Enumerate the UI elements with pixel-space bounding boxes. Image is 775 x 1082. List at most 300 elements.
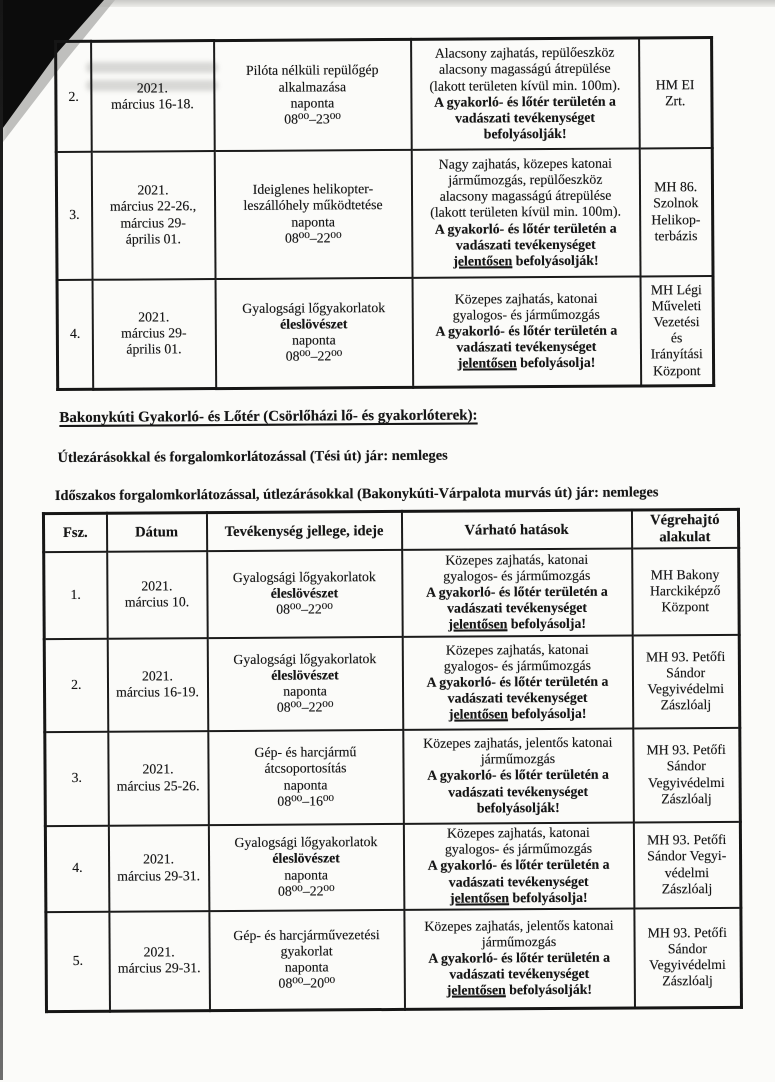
date-cell [107, 551, 208, 639]
text-segment: terbázis [654, 227, 698, 244]
text-line [211, 569, 398, 586]
text-segment: (lakott területen kívül min. 100m). [429, 77, 621, 94]
unit-cell [640, 276, 714, 386]
text-segment: A gyakorló- és lőtér területén a [435, 322, 618, 339]
text-line [407, 799, 629, 816]
text-segment: Harckiképző [649, 582, 721, 599]
date-cell [108, 825, 209, 912]
text-line [212, 760, 399, 777]
text-segment: Közepes zajhatás, katonai [445, 641, 589, 658]
road-closure-note-1: Útlezárásokkal és forgalomkorlátozással (Tési út) jár: nemleges [57, 447, 448, 467]
text-line [638, 941, 737, 958]
date-cell [107, 638, 208, 732]
text-segment: március 29- [120, 214, 186, 231]
text-segment: járműmozgás [481, 934, 557, 950]
text-segment: 08⁰⁰–22⁰⁰ [276, 601, 333, 617]
text-line [408, 934, 630, 951]
effects-cell [412, 276, 641, 387]
text-segment: Irányítási [650, 346, 703, 362]
activity-cell [215, 277, 413, 388]
text-segment: Műveleti [651, 298, 702, 314]
text-segment: április 01. [125, 230, 181, 247]
text-line [415, 77, 635, 94]
text-line [415, 45, 635, 62]
text-line [218, 95, 407, 112]
text-line [408, 873, 630, 890]
text-segment: március 10. [124, 594, 190, 610]
effects-cell [403, 728, 634, 823]
text-line [112, 778, 204, 795]
text-line [219, 348, 408, 365]
text-line [644, 314, 709, 331]
text-line [213, 959, 400, 976]
text-segment: éleslövészet [272, 850, 340, 867]
text-segment: március 22-26., [109, 198, 197, 215]
text-line [113, 960, 205, 977]
unit-cell [632, 634, 740, 728]
text-line [211, 683, 398, 700]
effects-cell [411, 148, 640, 277]
text-line [95, 96, 210, 113]
text-line [416, 204, 636, 221]
text-segment: Közepes zajhatás, katonai [454, 290, 598, 307]
effects-cell [402, 548, 633, 636]
text-segment: Központ [653, 362, 701, 378]
text-line [644, 228, 709, 245]
text-segment: jelentősen [448, 616, 508, 632]
text-line [636, 599, 735, 616]
text-segment: vadászati tevékenységet [449, 966, 590, 982]
text-line [219, 316, 408, 333]
date-cell [91, 151, 215, 280]
unit-cell [633, 727, 741, 822]
text-line [219, 332, 408, 349]
text-segment: Sándor [666, 758, 706, 774]
text-segment: HM EI [655, 76, 695, 92]
text-line [415, 188, 635, 205]
text-segment: március 25-26. [116, 777, 200, 794]
row-number-cell: 2. [44, 638, 108, 731]
table-row [44, 634, 740, 731]
text-line [212, 834, 399, 851]
text-segment: 08⁰⁰–20⁰⁰ [278, 975, 336, 992]
text-segment: (lakott területen kívül min. 100m). [430, 204, 622, 221]
text-segment: 08⁰⁰–23⁰⁰ [284, 111, 341, 127]
text-line [636, 649, 735, 666]
text-line [637, 774, 736, 791]
text-segment: befolyásolja! [508, 889, 588, 905]
text-segment: vadászati tevékenységet [448, 783, 589, 800]
text-segment: gyalogos- és járműmozgás [443, 567, 591, 584]
text-line [416, 290, 636, 307]
text-segment: vadászati tevékenységet [447, 689, 588, 706]
row-number-cell: 3. [45, 731, 109, 825]
text-segment: Központ [661, 599, 710, 615]
text-line [636, 681, 735, 698]
text-line [219, 230, 408, 247]
text-line [638, 957, 737, 974]
text-line [96, 231, 211, 248]
row-number-cell: 1. [44, 551, 108, 638]
text-segment: Nagy zajhatás, közepes katonai [438, 155, 612, 172]
text-segment: 2021. [137, 182, 169, 198]
text-line [218, 181, 407, 198]
upper-activity-table [54, 36, 715, 391]
text-line [111, 668, 203, 685]
effects-cell [402, 635, 633, 729]
text-line [408, 950, 630, 967]
text-segment: Helikop- [651, 211, 701, 227]
text-segment: 2021. [143, 944, 175, 960]
text-line [643, 179, 708, 196]
text-line [113, 851, 205, 868]
text-segment: Zászlóalj [661, 790, 712, 806]
text-segment: Zászlóalj [660, 697, 712, 713]
text-line [211, 667, 398, 684]
table-row [56, 38, 713, 152]
text-segment: A gyakorló- és lőtér területén a [427, 857, 610, 874]
text-line [218, 62, 407, 79]
row-number-cell: 5. [46, 911, 110, 1011]
text-segment: MH 93. Petőfi [647, 924, 727, 941]
text-line [212, 793, 399, 810]
text-line [111, 578, 203, 595]
text-segment: jelentősen [453, 253, 513, 269]
text-segment: jelentősen [457, 355, 517, 372]
text-line [638, 925, 737, 942]
text-segment: március 29-31. [117, 867, 201, 884]
text-segment: MH Légi [650, 281, 702, 298]
text-segment: naponta [283, 776, 328, 793]
text-segment: Zrt. [664, 92, 686, 109]
text-line [406, 567, 628, 584]
text-line [407, 735, 629, 752]
activity-cell [208, 729, 404, 824]
text-segment: Közepes zajhatás, katonai [445, 551, 589, 568]
text-segment: védelmi [664, 864, 710, 880]
text-segment: március 29-31. [117, 960, 201, 976]
text-segment: Vegyivédelmi [647, 680, 725, 697]
text-segment: vadászati tevékenységet [456, 339, 597, 355]
text-segment: 08⁰⁰–22⁰⁰ [276, 699, 334, 715]
column-header: Fsz. [43, 513, 106, 551]
text-segment: Gyalogsági lőgyakorlatok [233, 650, 377, 667]
text-segment: gyalogos- és járműmozgás [443, 657, 591, 674]
text-line [406, 673, 628, 690]
effects-cell [403, 822, 634, 909]
text-line [415, 155, 635, 172]
activity-cell [207, 549, 403, 637]
activity-cell [214, 39, 412, 150]
text-segment: április 01. [126, 341, 182, 357]
text-line [637, 791, 736, 808]
text-line [408, 857, 630, 874]
text-segment: vadászati tevékenységet [455, 109, 596, 126]
table-row [44, 547, 740, 638]
text-line [408, 889, 630, 906]
text-line [644, 212, 709, 229]
text-line [416, 236, 636, 253]
text-line [645, 363, 710, 380]
text-segment: A gyakorló- és lőtér területén a [427, 767, 609, 784]
activity-cell [208, 823, 404, 910]
date-cell [108, 731, 209, 826]
unit-cell [639, 148, 713, 276]
text-segment: befolyásolja! [516, 355, 596, 371]
text-segment: jelentősen [446, 982, 506, 999]
row-number-cell: 4. [45, 825, 109, 911]
text-line [212, 776, 399, 793]
text-line [643, 77, 708, 94]
text-line [212, 699, 399, 716]
text-segment: MH 93. Petőfi [646, 832, 727, 848]
table-row [45, 821, 741, 911]
text-segment: A gyakorló- és lőtér területén a [428, 949, 611, 966]
text-segment: gyakorlat [280, 943, 333, 959]
text-segment: Zászlóalj [662, 973, 713, 989]
text-segment: és [670, 330, 683, 346]
row-number-cell: 4. [57, 279, 93, 389]
text-segment: A gyakorló- és lőtér területén a [426, 583, 608, 600]
text-line [95, 182, 210, 199]
text-segment: A gyakorló- és lőtér területén a [426, 673, 609, 690]
text-segment: Sándor [667, 941, 707, 957]
text-segment: 08⁰⁰–22⁰⁰ [277, 882, 335, 899]
text-line [638, 881, 737, 898]
text-segment: Sándor [666, 664, 706, 681]
text-line [637, 697, 736, 714]
text-segment: 08⁰⁰–22⁰⁰ [284, 229, 342, 246]
text-segment: 08⁰⁰–16⁰⁰ [277, 792, 335, 809]
text-line [96, 341, 211, 358]
text-line [213, 943, 400, 960]
text-segment: Közepes zajhatás, katonai [446, 824, 590, 841]
text-segment: naponta [284, 959, 329, 975]
text-line [408, 917, 630, 934]
text-segment: naponta [284, 866, 329, 883]
text-segment: naponta [292, 332, 336, 348]
column-header: Végrehajtó alakulat [631, 509, 738, 548]
text-line [637, 832, 736, 849]
text-segment: A gyakorló- és lőtér területén a [434, 93, 616, 110]
text-segment: gyalogos- és járműmozgás [452, 306, 600, 323]
text-line [644, 282, 709, 299]
text-segment: Pilóta nélküli repülőgép [245, 62, 379, 79]
text-line [213, 866, 400, 883]
text-segment: 2021. [142, 851, 175, 867]
text-line [638, 973, 737, 990]
text-line [416, 339, 636, 356]
text-line [406, 657, 628, 674]
text-line [416, 220, 636, 237]
text-segment: 2021. [141, 668, 174, 684]
road-closure-note-2: Időszakos forgalomkorlátozással, útlezárásokkal (Bakonykúti-Várpalota murvás út) jár: nemleges [54, 484, 659, 505]
text-segment: jelentősen [449, 889, 510, 906]
text-segment: Vezetési [653, 314, 700, 330]
text-segment: Közepes zajhatás, jelentős katonai [423, 734, 613, 751]
text-segment: befolyásolják! [483, 125, 567, 142]
text-segment: A gyakorló- és lőtér területén a [434, 220, 617, 237]
text-segment: MH 93. Petőfi [645, 648, 726, 665]
text-line [213, 850, 400, 867]
text-line [407, 767, 629, 784]
text-line [636, 583, 735, 600]
text-line [637, 742, 736, 759]
text-segment: alacsony magasságú átrepülése [439, 187, 612, 204]
text-line [211, 601, 398, 618]
text-segment: járműmozgás, repülőeszköz [448, 171, 603, 188]
text-segment: naponta [291, 213, 336, 230]
text-segment: éleslövészet [270, 585, 339, 601]
text-line [211, 585, 398, 602]
effects-cell [411, 38, 640, 149]
text-segment: alacsony magasságú átrepülése [438, 61, 611, 78]
text-line [406, 616, 628, 633]
text-line [113, 868, 205, 885]
text-segment: befolyásolja! [507, 616, 586, 632]
text-line [407, 690, 629, 707]
text-line [111, 594, 203, 611]
lower-activity-table [42, 508, 743, 1013]
text-line [638, 848, 737, 865]
text-line [213, 975, 400, 992]
text-segment: március 16-19. [116, 684, 199, 700]
text-segment: naponta [290, 95, 335, 111]
text-segment: Zászlóalj [661, 880, 713, 896]
text-line [212, 744, 399, 761]
column-header: Várható hatások [401, 510, 631, 549]
text-line [644, 195, 709, 212]
column-header: Dátum [106, 513, 206, 552]
text-segment: Gép- és harcjármű [254, 744, 357, 761]
text-segment: átcsoportosítás [264, 760, 347, 777]
text-segment: naponta [283, 683, 327, 699]
column-header: Tevékenység jellege, ideje [206, 511, 401, 550]
text-line [218, 78, 407, 95]
text-segment: leszállóhely működtetése [243, 197, 383, 214]
text-line [96, 309, 211, 326]
date-cell [92, 279, 216, 390]
text-segment: befolyásolja! [507, 706, 587, 722]
table-row [46, 907, 742, 1011]
text-line [96, 215, 211, 232]
table-row [56, 148, 713, 280]
text-line [408, 982, 630, 999]
text-line [406, 551, 628, 568]
text-line [407, 825, 629, 842]
text-line [415, 109, 635, 126]
row-number-cell: 3. [56, 151, 92, 279]
text-line [219, 300, 408, 317]
text-segment: Gyalogsági lőgyakorlatok [234, 834, 378, 851]
text-line [211, 651, 398, 668]
text-segment: éleslövészet [280, 316, 348, 332]
unit-cell [639, 38, 713, 148]
text-line [218, 111, 407, 128]
table-row [45, 727, 741, 825]
text-line [415, 93, 635, 110]
text-segment: Vegyivédelmi [647, 774, 725, 790]
text-segment: Szolnok [653, 195, 699, 211]
text-segment: járműmozgás [480, 751, 556, 767]
row-number-cell: 2. [56, 41, 92, 151]
text-segment: éleslövészet [271, 667, 339, 683]
text-line [638, 864, 737, 881]
text-line [219, 213, 408, 230]
activity-cell [209, 909, 405, 1010]
text-line [644, 346, 709, 363]
text-segment: 2021. [142, 761, 174, 777]
text-line [96, 198, 211, 215]
unit-cell [633, 821, 741, 908]
text-line [415, 61, 635, 78]
text-segment: befolyásolják! [476, 799, 560, 816]
text-segment: Gyalogsági lőgyakorlatok [232, 568, 376, 585]
unit-cell [632, 547, 740, 635]
text-line [636, 665, 735, 682]
text-line [113, 944, 205, 961]
text-line [417, 355, 637, 372]
text-line [95, 80, 210, 97]
text-line [406, 641, 628, 658]
text-segment: befolyásolják! [512, 252, 599, 269]
text-line [406, 583, 628, 600]
text-line [408, 966, 630, 983]
date-cell [91, 41, 215, 152]
text-line [213, 927, 400, 944]
text-line [637, 758, 736, 775]
text-line [407, 783, 629, 800]
text-segment: 2021. [141, 578, 173, 594]
text-segment: Gyalogsági lőgyakorlatok [242, 299, 386, 316]
text-segment: MH 86. [654, 179, 698, 195]
text-segment: 2021. [138, 309, 170, 325]
text-segment: befolyásolják! [505, 982, 593, 998]
text-line [644, 330, 709, 347]
unit-cell [634, 907, 742, 1008]
text-segment: jelentősen [448, 706, 508, 722]
text-line [416, 307, 636, 324]
text-line [112, 762, 204, 779]
activity-cell [207, 636, 403, 730]
effects-cell [404, 908, 635, 1009]
text-segment: 08⁰⁰–22⁰⁰ [285, 348, 343, 365]
text-line [406, 600, 628, 617]
text-segment: 2021. [136, 79, 168, 96]
text-segment: alkalmazása [278, 78, 347, 95]
text-line [643, 93, 708, 110]
text-segment: MH 93. Petőfi [646, 742, 726, 758]
text-segment: Vegyivédelmi [649, 957, 726, 973]
table-row [57, 276, 714, 390]
text-segment: MH Bakony [650, 566, 720, 583]
text-line [407, 841, 629, 858]
text-line [644, 298, 709, 315]
text-line [407, 706, 629, 723]
text-segment: Alacsony zajhatás, repülőeszköz [434, 44, 615, 62]
text-segment: Sándor Vegyi- [647, 848, 727, 864]
text-segment: Közepes zajhatás, jelentős katonai [424, 917, 614, 934]
text-segment: vadászati tevékenységet [455, 236, 596, 253]
text-line [416, 323, 636, 340]
text-line [96, 325, 211, 342]
text-segment: március 16-18. [111, 95, 194, 112]
text-line [112, 684, 204, 701]
text-line [407, 751, 629, 768]
text-line [219, 197, 408, 214]
text-segment: Ideiglenes helikopter- [252, 181, 374, 198]
activity-cell [214, 149, 412, 278]
